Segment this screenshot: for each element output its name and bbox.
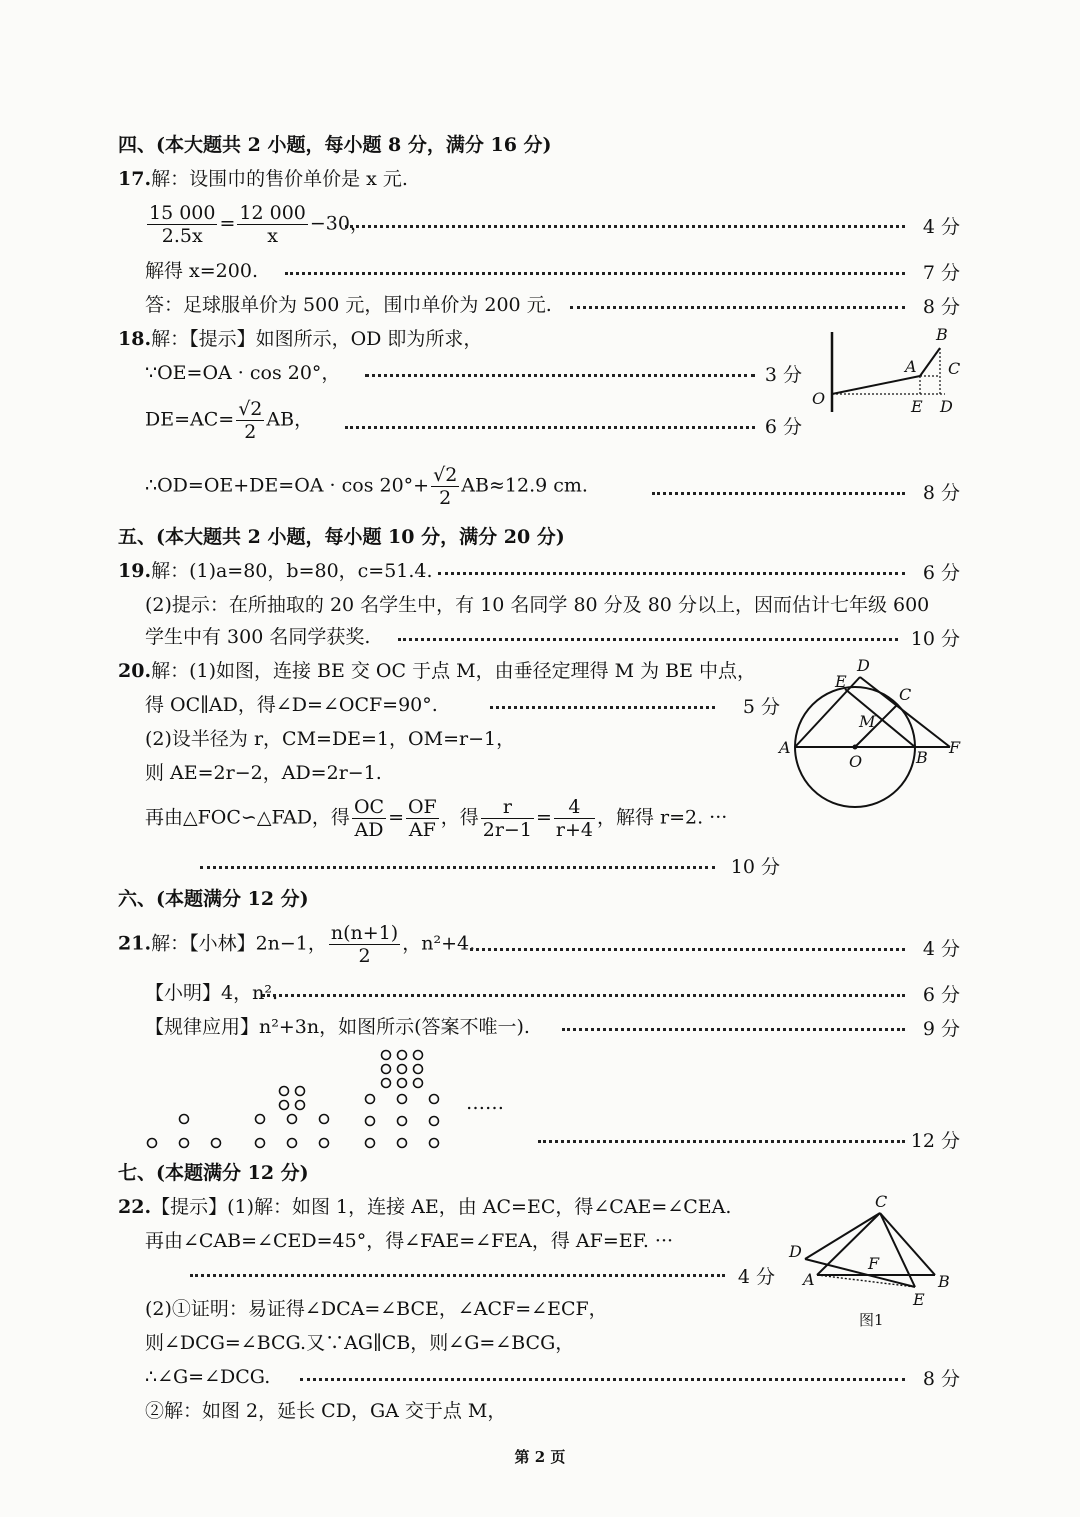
q20-line-5 [145, 796, 727, 841]
dot [366, 1139, 375, 1148]
dot [398, 1139, 407, 1148]
q17-intro [118, 166, 408, 192]
dot [148, 1139, 157, 1148]
fig-label-E: E [835, 672, 847, 691]
q20-line-2: 得 OC∥AD，得∠D=∠OCF=90°. [145, 694, 438, 716]
q20-f1-num: OC [353, 796, 385, 818]
leader-dots [300, 1378, 905, 1381]
dot [366, 1095, 375, 1104]
fig-segment-AE [817, 1275, 915, 1287]
fig-label-A: A [779, 738, 791, 757]
q22-line-5: ∴∠G=∠DCG. [145, 1366, 271, 1388]
q18-line-2 [145, 398, 313, 443]
q17-frac-right [237, 202, 307, 247]
q17-eq-tail: −30， [309, 212, 369, 235]
q20-line-5-a: 再由△FOC∽△FAD，得 [145, 806, 350, 829]
q20-f3-den: 2r−1 [482, 819, 532, 841]
dot [180, 1115, 189, 1124]
q17-points-1: 4 分 [922, 216, 960, 238]
fig-segment-AD [795, 677, 860, 747]
fig-label-O: O [812, 389, 826, 408]
fig-label-C: C [899, 685, 912, 704]
leader-dots [200, 866, 715, 869]
q21-frac-den: 2 [358, 945, 371, 967]
q21-ellipsis: …… [466, 1092, 504, 1114]
q18-points-1: 3 分 [764, 364, 802, 386]
q18-frac2-den: 2 [439, 487, 452, 509]
q20-line-1-text: 解：(1)如图，连接 BE 交 OC 于点 M，由垂径定理得 M 为 BE 中点， [151, 660, 757, 682]
fig-label-D: D [940, 397, 953, 416]
dot [398, 1095, 407, 1104]
q18-points-2: 6 分 [764, 416, 802, 438]
q18-line-2-b: AB， [266, 408, 314, 431]
dot [280, 1101, 289, 1110]
dot [296, 1101, 305, 1110]
fig-caption: 图1 [859, 1311, 884, 1329]
fig-label-B: B [936, 325, 948, 344]
q18-points-3: 8 分 [922, 482, 960, 504]
fig-label-A: A [905, 357, 917, 376]
leader-dots [562, 1028, 905, 1031]
dot [256, 1115, 265, 1124]
leader-dots [470, 948, 905, 951]
q21-number: 21. [118, 932, 152, 955]
dot [414, 1079, 423, 1088]
dot [414, 1065, 423, 1074]
q18-line-3-b: AB≈12.9 cm. [461, 474, 588, 497]
fig-segment-CD [805, 1213, 880, 1259]
dot [430, 1117, 439, 1126]
q21-points-1: 4 分 [922, 938, 960, 960]
q18-sqrt-frac-2 [431, 464, 459, 509]
fig-label-C: C [875, 1192, 888, 1211]
dot [430, 1095, 439, 1104]
q20-f3-num: r [481, 796, 534, 819]
leader-dots [438, 572, 905, 575]
q20-f4-den: r+4 [555, 819, 593, 841]
q19-points-1: 6 分 [922, 562, 960, 584]
leader-dots [262, 994, 905, 997]
q20-line-3: (2)设半径为 r，CM=DE=1，OM=r−1， [145, 728, 516, 750]
dot [288, 1115, 297, 1124]
dot [320, 1139, 329, 1148]
q17-number: 17. [118, 168, 152, 190]
q17-points-2: 7 分 [922, 262, 960, 284]
q18-line-3-a: ∴OD=OE+DE=OA · cos 20°+ [145, 474, 430, 497]
q17-intro-text: 解：设围巾的售价单价是 x 元. [151, 168, 408, 190]
fig-label-A: A [803, 1270, 815, 1289]
dot [320, 1115, 329, 1124]
dot [180, 1139, 189, 1148]
q18-frac-num: √2 [238, 398, 263, 420]
q18-intro-text: 解：【提示】如图所示，OD 即为所求， [151, 328, 483, 350]
q19-points-3: 10 分 [910, 628, 960, 650]
q22-line-1-text: 【提示】(1)解：如图 1，连接 AE，由 AC=EC，得∠CAE=∠CEA. [151, 1196, 732, 1218]
dot [382, 1051, 391, 1060]
q21-line-3: 【规律应用】n²+3n，如图所示(答案不唯一). [145, 1016, 530, 1038]
q17-frac-left-den: 2.5x [161, 225, 203, 247]
q20-frac-3 [481, 796, 534, 841]
fig-label-F: F [949, 738, 961, 757]
q22-points-5: 8 分 [922, 1368, 960, 1390]
q20-eq-2: = [535, 806, 552, 829]
dot [296, 1087, 305, 1096]
q22-line-6: ②解：如图 2，延长 CD，GA 交于点 M， [145, 1400, 507, 1422]
q17-frac-right-num: 12 000 [239, 202, 306, 224]
fig-label-D: D [789, 1242, 802, 1261]
dot [398, 1079, 407, 1088]
q20-line-1 [118, 658, 756, 684]
q19-number: 19. [118, 560, 152, 582]
q20-number: 20. [118, 660, 152, 682]
dot [280, 1087, 289, 1096]
section-4-heading: 四、(本大题共 2 小题，每小题 8 分，满分 16 分) [118, 134, 552, 156]
q19-line-1-text: 解：(1)a=80，b=80，c=51.4. [151, 560, 433, 582]
dot [430, 1139, 439, 1148]
q20-frac-1 [352, 796, 386, 841]
q22-points-2: 4 分 [737, 1266, 775, 1288]
q17-frac-right-den: x [267, 225, 278, 247]
fig-label-C: C [948, 359, 961, 378]
q20-frac-4 [554, 796, 595, 841]
q21-points-3: 9 分 [922, 1018, 960, 1040]
leader-dots [285, 272, 905, 275]
fig-label-E: E [913, 1290, 925, 1309]
q21-frac [329, 922, 400, 967]
q21-frac-num: n(n+1) [330, 922, 399, 944]
q18-frac2-num: √2 [433, 464, 458, 486]
dot [256, 1139, 265, 1148]
q18-line-1: ∵OE=OA · cos 20°， [145, 362, 341, 384]
q21-line-1-b: ，n²+4. [402, 932, 476, 955]
q22-line-4: 则∠DCG=∠BCG.又∵AG∥CB，则∠G=∠BCG， [145, 1332, 575, 1354]
q17-eq-sign: = [219, 212, 236, 235]
leader-dots [190, 1274, 725, 1277]
q17-frac-left [147, 202, 217, 247]
leader-dots [538, 1140, 905, 1143]
q20-eq: = [388, 806, 404, 829]
q20-line-5-c: ，解得 r=2. ··· [596, 806, 728, 829]
q22-figure [785, 1192, 965, 1335]
q17-frac-left-num: 15 000 [149, 202, 216, 224]
q20-line-5-b: ，得 [440, 806, 479, 829]
leader-dots [398, 638, 898, 641]
fig-segment-OA [832, 376, 920, 394]
q20-f2-den: AF [408, 819, 436, 841]
fig-segment-AB [920, 348, 940, 376]
leader-dots [490, 706, 715, 709]
fig-segment-DE [805, 1259, 915, 1287]
q18-line-3 [145, 464, 588, 509]
q20-points-2: 5 分 [742, 696, 780, 718]
q17-points-3: 8 分 [922, 296, 960, 318]
q20-f2-num: OF [407, 796, 437, 818]
q21-line-2: 【小明】4，n². [145, 982, 278, 1004]
fig-label-E: E [911, 397, 923, 416]
dot [414, 1051, 423, 1060]
fig-label-O: O [849, 752, 863, 771]
leader-dots [365, 374, 755, 377]
q20-f4-num: 4 [554, 796, 595, 819]
q21-dot-patterns [140, 1045, 460, 1155]
section-7-heading: 七、(本题满分 12 分) [118, 1162, 309, 1184]
dot [398, 1065, 407, 1074]
q19-line-3: 学生中有 300 名同学获奖. [145, 626, 371, 648]
leader-dots [570, 306, 905, 309]
page-number: 第 2 页 [514, 1448, 566, 1466]
q18-sqrt-frac [236, 398, 264, 443]
section-6-heading: 六、(本题满分 12 分) [118, 888, 309, 910]
q18-number: 18. [118, 328, 152, 350]
q19-line-2: (2)提示：在所抽取的 20 名学生中，有 10 名同学 80 分及 80 分以上，因而估计七年级 600 [145, 594, 930, 616]
q22-line-3: (2)①证明：易证得∠DCA=∠BCE，∠ACF=∠ECF， [145, 1298, 608, 1320]
q20-f1-den: AD [354, 819, 384, 841]
fig-center-dot [853, 745, 858, 750]
fig-label-B: B [938, 1272, 950, 1291]
q17-equation [145, 202, 369, 247]
fig-label-M: M [859, 712, 876, 731]
q21-line-1 [118, 922, 475, 967]
fig-label-B: B [916, 748, 928, 767]
q21-points-2: 6 分 [922, 984, 960, 1006]
fig-label-D: D [857, 656, 870, 675]
dot [382, 1065, 391, 1074]
leader-dots [345, 225, 905, 228]
q18-intro [118, 326, 482, 352]
dot [288, 1139, 297, 1148]
dot [398, 1051, 407, 1060]
q19-line-1 [118, 558, 433, 584]
leader-dots [345, 426, 755, 429]
dot [212, 1139, 221, 1148]
q21-line-1-a: 解：【小林】2n−1， [151, 932, 327, 955]
q20-points-5: 10 分 [730, 856, 780, 878]
q22-number: 22. [118, 1196, 152, 1218]
dot [366, 1117, 375, 1126]
q17-line-2: 解得 x=200. [145, 260, 258, 282]
q21-points-4: 12 分 [910, 1130, 960, 1152]
section-5-heading: 五、(本大题共 2 小题，每小题 10 分，满分 20 分) [118, 526, 565, 548]
fig-label-F: F [868, 1254, 880, 1273]
q20-line-4: 则 AE=2r−2，AD=2r−1. [145, 762, 382, 784]
q22-line-1 [118, 1194, 731, 1220]
dot [398, 1117, 407, 1126]
q20-figure [779, 655, 965, 815]
dot [382, 1079, 391, 1088]
q17-line-3: 答：足球服单价为 500 元，围巾单价为 200 元. [145, 294, 552, 316]
fig-segment-CB [880, 1213, 935, 1275]
leader-dots [652, 492, 905, 495]
q20-frac-2 [406, 796, 439, 841]
q18-figure [810, 322, 970, 422]
q18-line-2-a: DE=AC= [145, 408, 235, 431]
q22-line-2: 再由∠CAB=∠CED=45°，得∠FAE=∠FEA，得 AF=EF. ··· [145, 1230, 674, 1252]
q18-frac-den: 2 [244, 421, 257, 443]
